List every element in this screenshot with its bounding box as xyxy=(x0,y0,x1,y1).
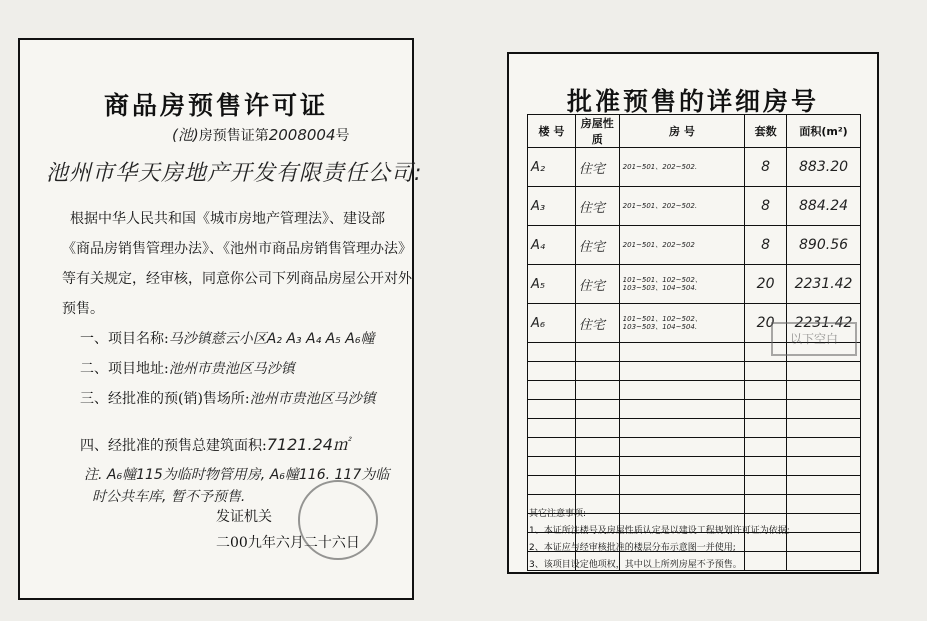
empty-cell xyxy=(619,419,744,438)
empty-cell xyxy=(575,438,619,457)
header-rooms: 房 号 xyxy=(619,115,744,148)
cert-text-2: 号 xyxy=(335,128,350,144)
empty-cell xyxy=(745,419,787,438)
row-rooms: 201~501、202~502. xyxy=(619,187,744,226)
empty-cell xyxy=(528,400,576,419)
empty-cell xyxy=(575,419,619,438)
cert-text-1: 房预售证第 xyxy=(198,128,269,144)
empty-cell xyxy=(787,362,861,381)
row-building: A₂ xyxy=(528,148,576,187)
empty-cell xyxy=(575,343,619,362)
empty-cell xyxy=(619,343,744,362)
row-units: 20 xyxy=(745,304,787,343)
empty-table-row xyxy=(528,476,861,495)
row-nature: 住宅 xyxy=(575,226,619,265)
cert-number: 2008004 xyxy=(268,126,336,144)
company-name: 池州市华天房地产开发有限责任公司: xyxy=(46,161,423,186)
project-address-item xyxy=(80,358,295,378)
empty-table-row xyxy=(528,362,861,381)
row-building: A₅ xyxy=(528,265,576,304)
basis-line: 等有关规定，经审核，同意你公司下列商品房屋公开对外 xyxy=(62,271,412,287)
note-item: 2、本证应与经审核批准的楼层分布示意图一并使用; xyxy=(529,543,736,553)
row-units: 8 xyxy=(745,148,787,187)
row-building: A₄ xyxy=(528,226,576,265)
empty-cell xyxy=(528,476,576,495)
empty-cell xyxy=(745,476,787,495)
blank-below-stamp: 以下空白 xyxy=(771,322,857,356)
item-label: 一、项目名称: xyxy=(80,331,169,347)
item-value: 池州市贵池区马沙镇 xyxy=(249,391,376,407)
empty-cell xyxy=(787,400,861,419)
row-nature: 住宅 xyxy=(575,304,619,343)
empty-table-row xyxy=(528,400,861,419)
table-row xyxy=(528,148,861,187)
header-nature: 房屋性质 xyxy=(575,115,619,148)
row-rooms: 101~501、102~502、103~503、104~504. xyxy=(619,304,744,343)
presale-permit-page xyxy=(18,38,423,600)
empty-cell xyxy=(619,381,744,400)
basis-line: 《商品房销售管理办法》、《池州市商品房销售管理办法》 xyxy=(62,241,412,257)
empty-cell xyxy=(745,362,787,381)
table-row xyxy=(528,226,861,265)
empty-cell xyxy=(745,381,787,400)
item-value: 马沙镇慈云小区A₂ A₃ A₄ A₅ A₆幢 xyxy=(168,331,375,347)
note-item: 3、该项目设定他项权，其中以上所列房屋不予预售。 xyxy=(529,560,742,570)
table-row xyxy=(528,187,861,226)
row-building: A₃ xyxy=(528,187,576,226)
row-units: 8 xyxy=(745,226,787,265)
issuing-authority: 发证机关 xyxy=(216,509,272,525)
empty-cell xyxy=(528,362,576,381)
item-value: 7121.24㎡ xyxy=(266,435,349,454)
empty-cell xyxy=(745,400,787,419)
empty-table-row xyxy=(528,457,861,476)
row-nature: 住宅 xyxy=(575,265,619,304)
empty-table-row xyxy=(528,381,861,400)
empty-table-row xyxy=(528,419,861,438)
row-area: 883.20 xyxy=(787,148,861,187)
certificate-number-line xyxy=(172,124,350,145)
sales-venue-item xyxy=(80,388,376,408)
item-label: 二、项目地址: xyxy=(80,361,169,377)
project-name-item xyxy=(80,328,374,348)
empty-cell xyxy=(575,476,619,495)
row-units: 8 xyxy=(745,187,787,226)
row-units: 20 xyxy=(745,265,787,304)
empty-cell xyxy=(619,457,744,476)
total-area-item xyxy=(80,432,349,455)
empty-cell xyxy=(619,362,744,381)
row-rooms: 201~501、202~502 xyxy=(619,226,744,265)
empty-cell xyxy=(528,438,576,457)
empty-cell xyxy=(575,457,619,476)
basis-line: 预售。 xyxy=(62,301,104,317)
item-label: 三、经批准的预(销)售场所: xyxy=(80,391,250,407)
empty-cell xyxy=(575,400,619,419)
empty-cell xyxy=(787,457,861,476)
item-label: 四、经批准的预售总建筑面积: xyxy=(80,438,267,454)
empty-cell xyxy=(575,381,619,400)
detail-title: 批准预售的详细房号 xyxy=(566,87,819,116)
issue-date: 二00九年六月二十六日 xyxy=(216,535,360,551)
empty-cell xyxy=(528,381,576,400)
permit-title: 商品房预售许可证 xyxy=(103,91,328,120)
row-building: A₆ xyxy=(528,304,576,343)
row-area: 2231.42 xyxy=(787,304,861,343)
empty-cell xyxy=(528,419,576,438)
item-value: 池州市贵池区马沙镇 xyxy=(168,361,295,377)
empty-cell xyxy=(619,400,744,419)
notes-title: 其它注意事项: xyxy=(529,509,587,519)
header-units: 套数 xyxy=(745,115,787,148)
row-nature: 住宅 xyxy=(575,187,619,226)
empty-cell xyxy=(745,438,787,457)
empty-cell xyxy=(787,381,861,400)
row-rooms: 101~501、102~502、103~503、104~504. xyxy=(619,265,744,304)
empty-cell xyxy=(787,438,861,457)
notes-block xyxy=(529,506,869,574)
row-area: 884.24 xyxy=(787,187,861,226)
note-item: 1、本证所注楼号及房屋性质认定是以建设工程规划许可证为依据; xyxy=(529,526,790,536)
empty-cell xyxy=(787,419,861,438)
empty-table-row xyxy=(528,438,861,457)
row-area: 890.56 xyxy=(787,226,861,265)
header-building: 楼 号 xyxy=(528,115,576,148)
empty-cell xyxy=(787,476,861,495)
approved-rooms-page xyxy=(507,52,879,574)
row-nature: 住宅 xyxy=(575,148,619,187)
empty-cell xyxy=(528,343,576,362)
row-area: 2231.42 xyxy=(787,265,861,304)
table-header-row xyxy=(528,115,861,148)
header-area: 面积(m²) xyxy=(787,115,861,148)
basis-line: 根据中华人民共和国《城市房地产管理法》、建设部 xyxy=(70,211,385,227)
note-line: 时公共车库, 暂不予预售. xyxy=(92,489,246,505)
empty-cell xyxy=(619,476,744,495)
table-row xyxy=(528,265,861,304)
empty-cell xyxy=(619,438,744,457)
empty-cell xyxy=(745,457,787,476)
empty-cell xyxy=(528,457,576,476)
row-rooms: 201~501、202~502. xyxy=(619,148,744,187)
note-line: 注. A₆幢115为临时物管用房, A₆幢116. 117为临 xyxy=(84,467,390,483)
cert-prefix: (池) xyxy=(172,126,199,144)
empty-cell xyxy=(575,362,619,381)
